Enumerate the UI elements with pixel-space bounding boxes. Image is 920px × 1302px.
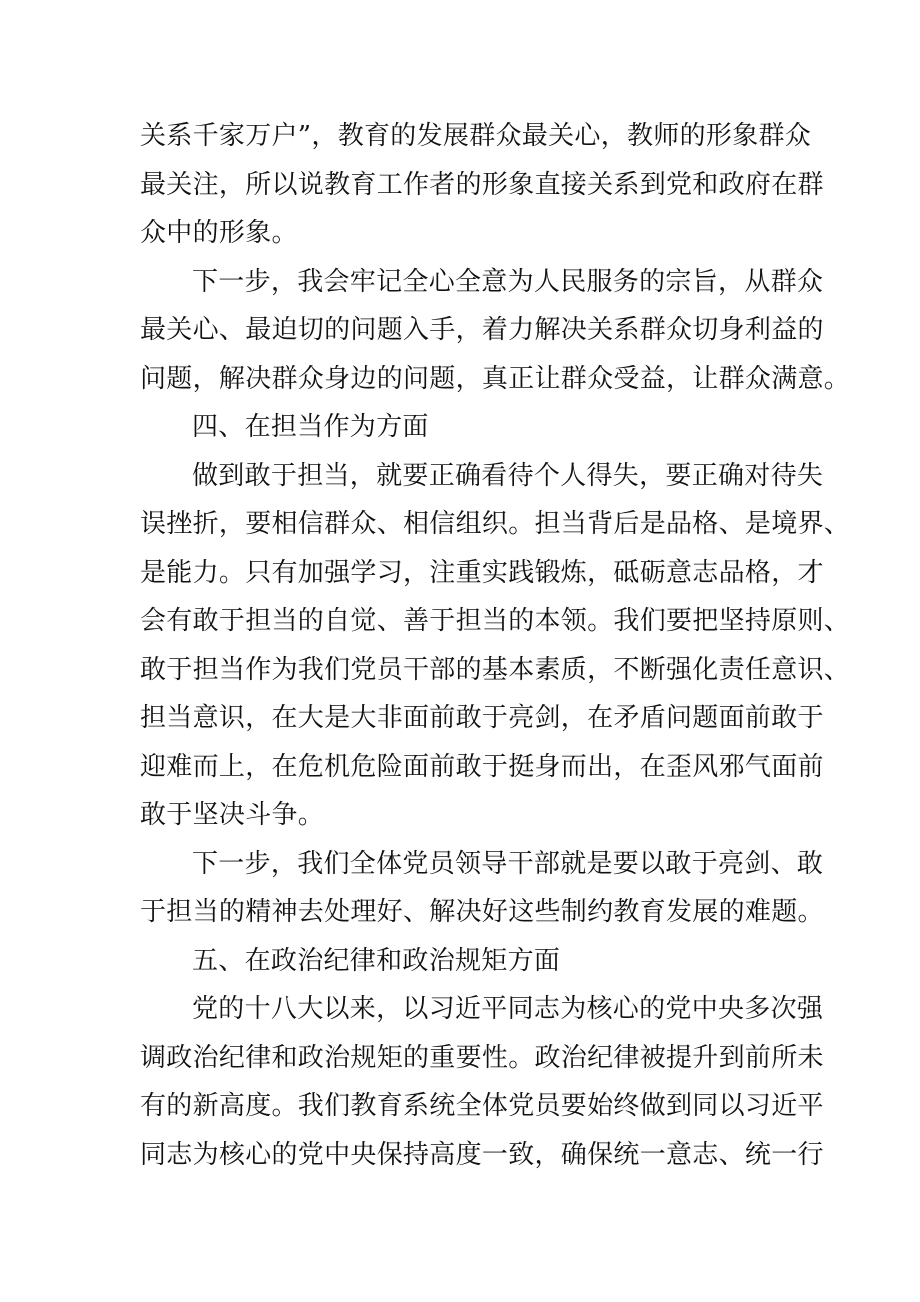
text-line: 调政治纪律和政治规矩的重要性。政治纪律被提升到前所未 xyxy=(140,1042,824,1073)
paragraph-3 xyxy=(140,452,851,840)
paragraph-5 xyxy=(140,985,824,1179)
text-line: 党的十八大以来，以习近平同志为核心的党中央多次强 xyxy=(192,994,824,1024)
paragraph-1 xyxy=(140,112,824,258)
paragraph-2 xyxy=(140,258,851,404)
text-line: 做到敢于担当，就要正确看待个人得失，要正确对待失 xyxy=(192,460,824,491)
text-line: 最关心、最迫切的问题入手，着力解决关系群众切身利益的 xyxy=(140,315,824,345)
text-line: 于担当的精神去处理好、解决好这些制约教育发展的难题。 xyxy=(140,897,824,927)
document-body xyxy=(140,112,851,1179)
text-line: 问题，解决群众身边的问题，真正让群众受益，让群众满意。 xyxy=(140,363,851,394)
text-line: 迎难而上，在危机危险面前敢于挺身而出，在歪风邪气面前 xyxy=(140,751,824,782)
text-line: 敢于坚决斗争。 xyxy=(140,800,325,830)
section-heading: 四、在担当作为方面 xyxy=(192,412,429,442)
text-line: 担当意识，在大是大非面前敢于亮剑，在矛盾问题面前敢于 xyxy=(140,703,824,733)
text-line: 下一步，我会牢记全心全意为人民服务的宗旨，从群众 xyxy=(192,266,824,297)
text-line: 敢于担当作为我们党员干部的基本素质，不断强化责任意识、 xyxy=(140,654,851,685)
text-line: 关系千家万户”，教育的发展群众最关心，教师的形象群众 xyxy=(140,121,812,151)
paragraph-4 xyxy=(140,840,824,937)
text-line: 误挫折，要相信群众、相信组织。担当背后是品格、是境界、 xyxy=(140,509,851,539)
text-line: 有的新高度。我们教育系统全体党员要始终做到同以习近平 xyxy=(140,1091,824,1121)
section-heading-5 xyxy=(140,937,786,986)
section-heading: 五、在政治纪律和政治规矩方面 xyxy=(192,945,561,976)
text-line: 会有敢于担当的自觉、善于担当的本领。我们要把坚持原则、 xyxy=(140,606,851,636)
text-line: 同志为核心的党中央保持高度一致，确保统一意志、统一行 xyxy=(140,1139,824,1170)
section-heading-4 xyxy=(140,403,786,452)
text-line: 下一步，我们全体党员领导干部就是要以敢于亮剑、敢 xyxy=(192,848,824,879)
text-line: 最关注，所以说教育工作者的形象直接关系到党和政府在群 xyxy=(140,169,824,200)
text-line: 是能力。只有加强学习，注重实践锻炼，砥砺意志品格，才 xyxy=(140,557,824,588)
text-line: 众中的形象。 xyxy=(140,218,298,248)
